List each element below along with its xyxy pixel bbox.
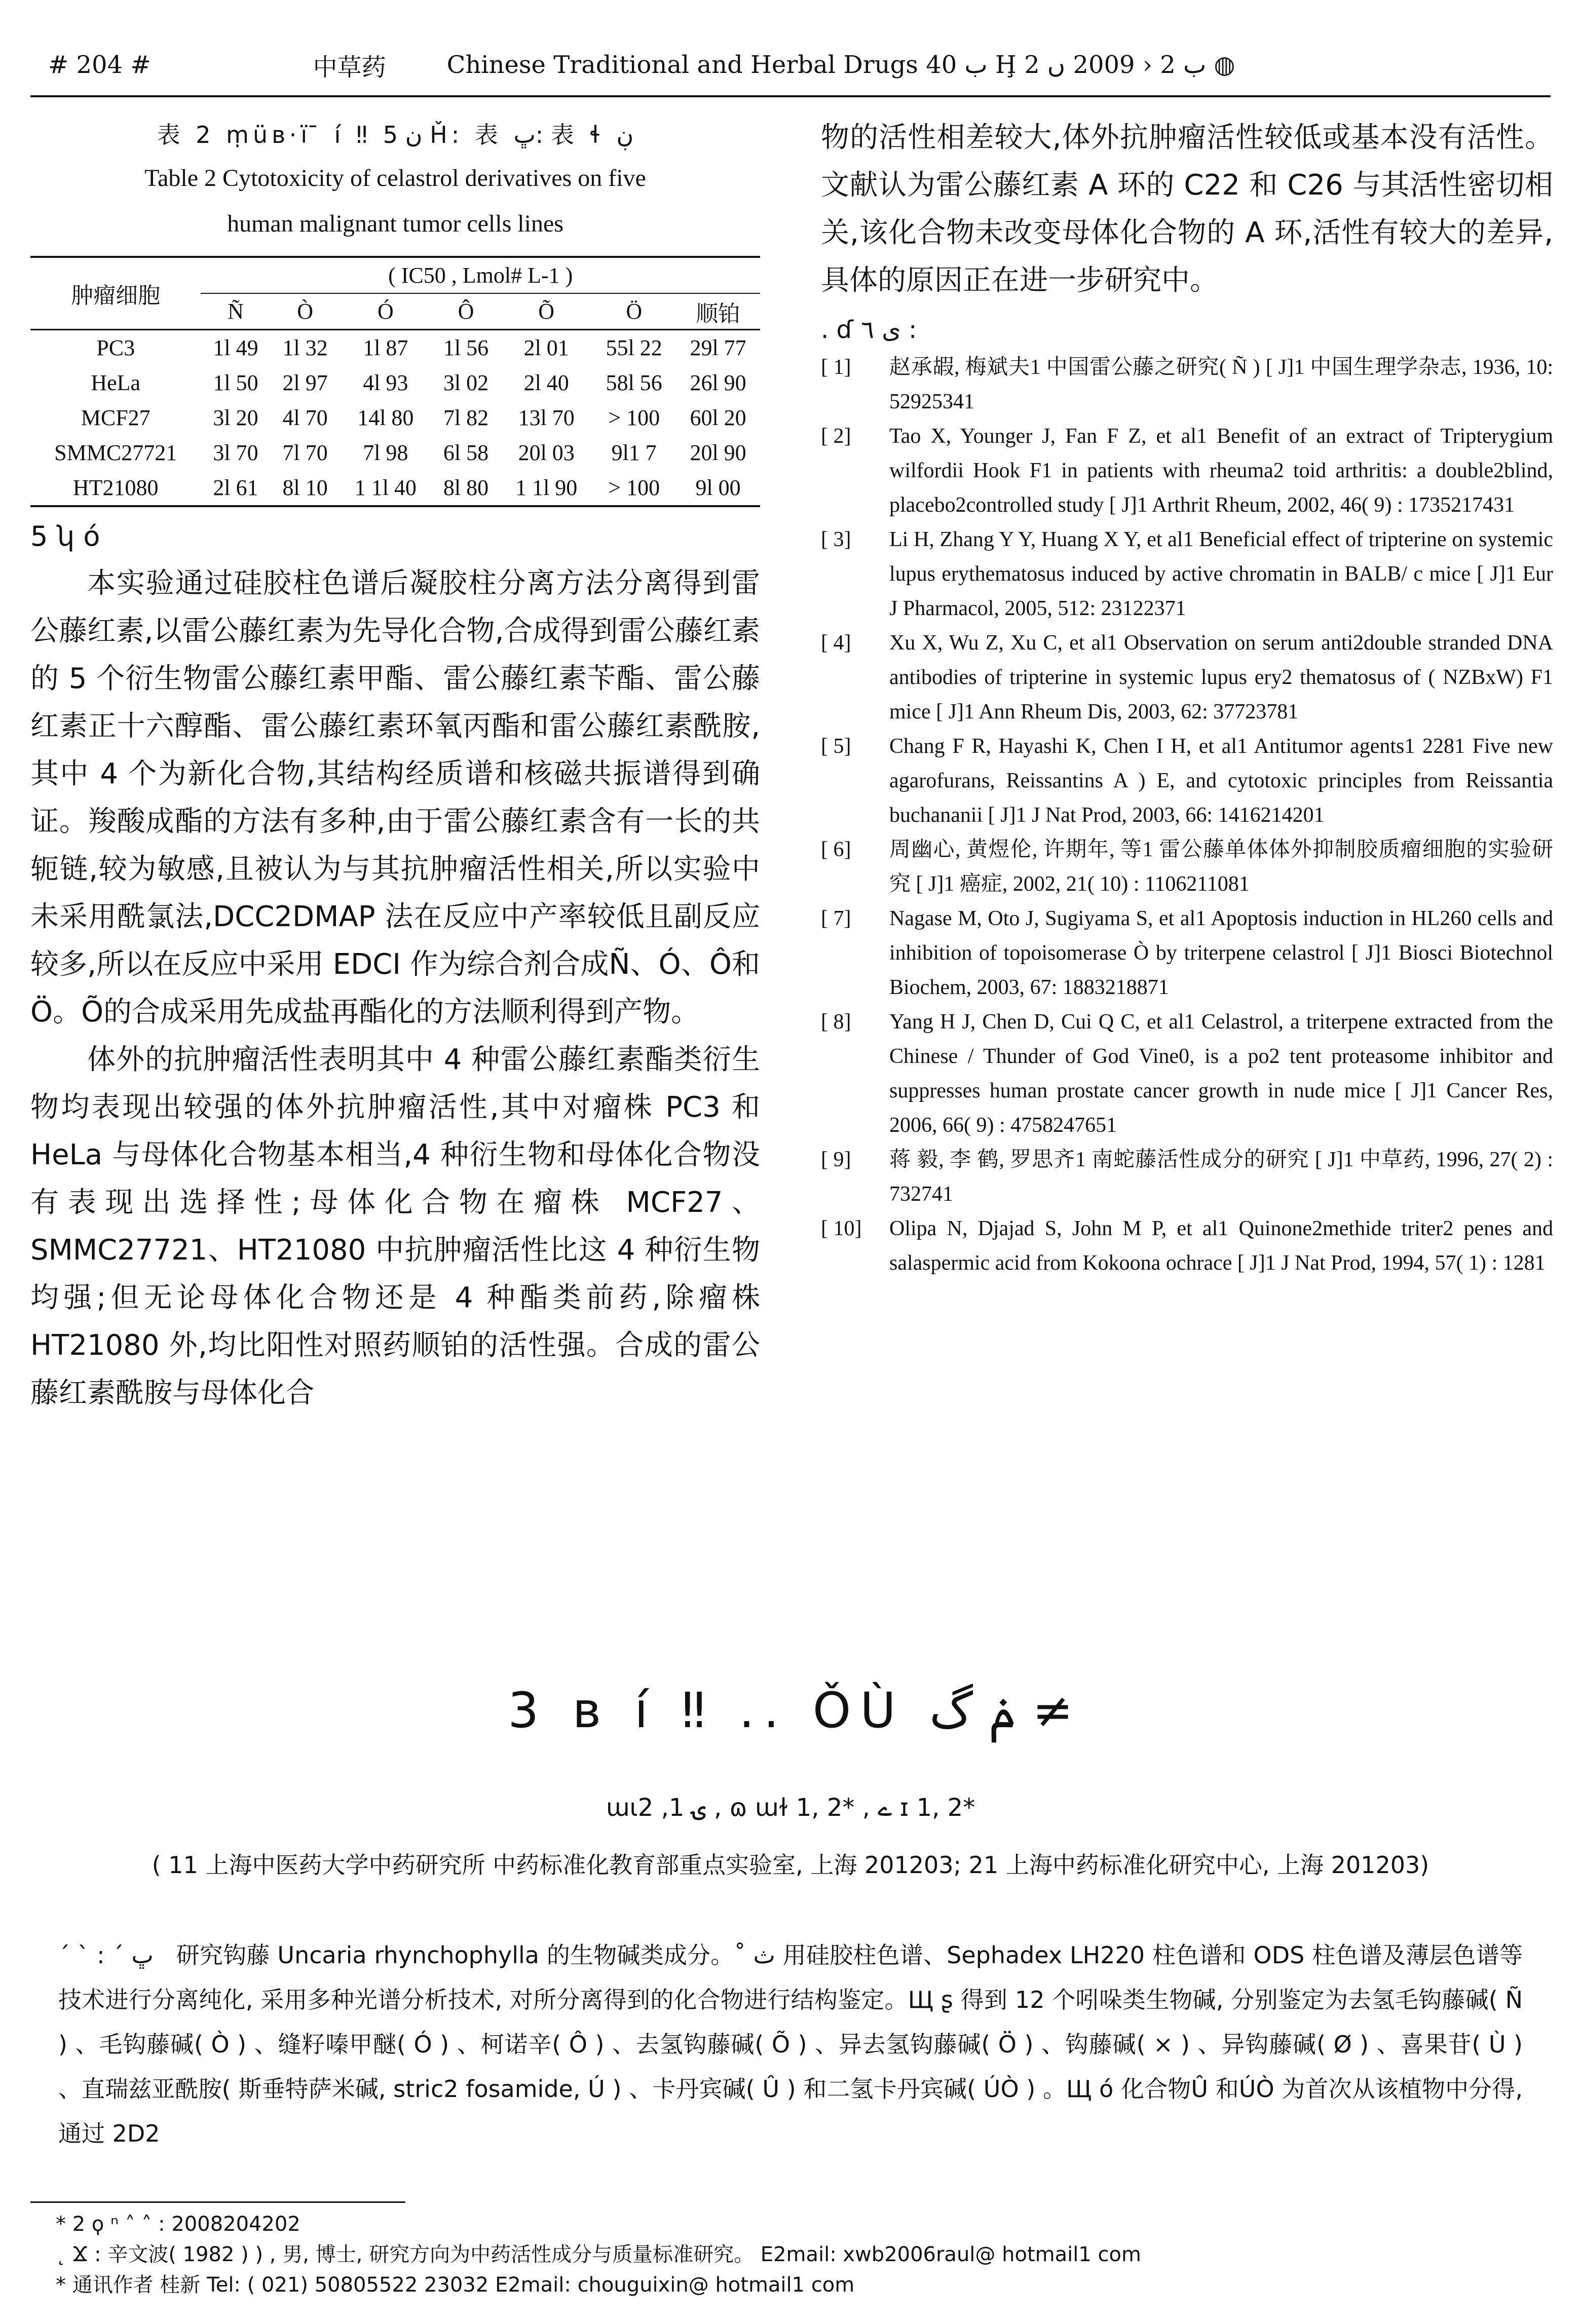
table-cell: 2l 01 [523, 335, 569, 360]
table-cell: 14l 80 [357, 405, 414, 430]
reference-item [821, 350, 1553, 419]
table-cell: 1 1l 90 [501, 470, 592, 506]
table-cell: 26l 90 [690, 370, 746, 395]
column-header: Ô [431, 293, 501, 330]
table-cell: 9l 00 [676, 470, 760, 506]
reference-text: Xu X, Wu Z, Xu C, et al1 Observation on serum anti2double stranded DNA antibodies of tripterine in systemic lupus ery2 thematosus of ( NZBxW) F1 mice [ J]1 Ann Rheum Dis, 2003, 62: 37723781 [889, 631, 1553, 723]
column-header: Õ [501, 293, 592, 330]
reference-text: Li H, Zhang Y Y, Huang X Y, et al1 Beneficial effect of tripterine on systemic lupus erythematosus induced by active chromatin in BALB/ c mice [ J]1 Eur J Pharmacol, 2005, 512: 23122371 [889, 528, 1553, 620]
reference-number: [ 8] [821, 1010, 851, 1034]
reference-item [821, 729, 1553, 832]
table-row [30, 435, 760, 470]
reference-text: Nagase M, Oto J, Sugiyama S, et al1 Apoptosis induction in HL260 cells and inhibition of topoisomerase Ò by triterpene celastrol [ J]1 Biosci Biotechnol Biochem, 2003, 67: 1883218871 [889, 907, 1553, 999]
reference-item [821, 1005, 1553, 1142]
table-cell: 3l 70 [213, 440, 258, 465]
table-row [30, 470, 760, 506]
left-column [30, 114, 760, 1417]
reference-item [821, 1142, 1553, 1211]
abstract-text: 研究钩藤 Uncaria rhynchophylla 的生物碱类成分。˚ ث 用硅胶柱色谱、Sephadex LH220 柱色谱和 ODS 柱色谱及薄层色谱等技术进行分离纯化, 采用多种光谱分析技术, 对所分离得到的化合物进行结构鉴定。Щ ʂ 得到 12 个吲哚类生物碱, 分别鉴定为去氢毛钩藤碱( Ñ ) 、毛钩藤碱( Ò ) 、缝籽嗪甲醚( Ó ) 、柯诺辛( Ô ) 、去氢钩藤碱( Õ ) 、异去氢钩藤碱( Ö ) 、钩藤碱( × ) 、异钩藤碱( Ø ) 、喜果苷( Ù ) 、直瑞兹亚酰胺( 斯垂特萨米碱, stric2 fosamide, Ú ) 、卡丹宾碱( Û ) 和二氢卡丹宾碱( ÚÒ ) 。Щ ó 化合物Û 和ÚÒ 为首次从该植物中分得, 通过 2D2 [58, 1941, 1523, 2147]
column-header: Ó [340, 293, 431, 330]
table-cell: 29l 77 [690, 335, 746, 360]
page-number: # 204 # [48, 51, 151, 79]
table-caption-en [30, 156, 760, 247]
table-cell: 8l 80 [431, 470, 501, 506]
reference-item [821, 901, 1553, 1005]
table-row [30, 400, 760, 435]
table-cell: 20l 90 [690, 440, 746, 465]
journal-name-cn: 中草药 [313, 53, 386, 82]
footnote-received: * 2 ϙ ⁿ ˄ ˄ : 2008204202 [56, 2213, 300, 2236]
table-cell: 7l 70 [282, 440, 328, 465]
table-cell: 1l 49 [213, 335, 258, 360]
reference-item [821, 832, 1553, 901]
table-cell: 1 1l 40 [340, 470, 431, 506]
column-header: Ö [592, 293, 676, 330]
cell-line-name: MCF27 [81, 405, 150, 430]
table-caption-line1: Table 2 Cytotoxicity of celastrol derivatives on five [144, 165, 646, 192]
table-row [30, 330, 760, 366]
table-cell: > 100 [608, 405, 660, 430]
reference-text: 周幽心, 黄煜伦, 许期年, 等1 雷公藤单体体外抑制胶质瘤细胞的实验研究 [ J]1 癌症, 2002, 21( 10) : 1106211081 [889, 838, 1553, 896]
reference-item [821, 419, 1553, 522]
reference-text: Tao X, Younger J, Fan F Z, et al1 Benefit of an extract of Tripterygium wilfordii Hook F1 in patients with rheuma2 toid arthritis: a double2blind, placebo2controlled study [ J]1 Arthrit Rheum, 2002, 46( 9) : 1735217431 [889, 425, 1553, 517]
table-title-cn [30, 114, 760, 156]
table-cell: 2l 97 [282, 370, 328, 395]
reference-number: [ 4] [821, 631, 851, 655]
section-heading-discussion: 5 ʮ ó [30, 520, 100, 552]
table-cell: 1l 32 [282, 335, 328, 360]
table-cell: 7l 98 [363, 440, 408, 465]
table-cell: 60l 20 [690, 405, 746, 430]
column-header: Ò [271, 293, 340, 330]
discussion-paragraph-1: 本实验通过硅胶柱色谱后凝胶柱分离方法分离得到雷公藤红素,以雷公藤红素为先导化合物,合成得到雷公藤红素的 5 个衍生物雷公藤红素甲酯、雷公藤红素苄酯、雷公藤红素正十六醇酯、雷公藤红素环氧丙酯和雷公藤红素酰胺,其中 4 个为新化合物,其结构经质谱和核磁共振谱得到确证。羧酸成酯的方法有多种,由于雷公藤红素含有一长的共轭链,较为敏感,且被认为与其抗肿瘤活性相关,所以实验中未采用酰氯法,DCC2DMAP 法在反应中产率较低且副反应较多,所以在反应中采用 EDCI 作为综合剂合成Ñ、Ó、Ô和Ö。Õ的合成采用先成盐再酯化的方法顺利得到产物。 [30, 567, 760, 1028]
reference-number: [ 1] [821, 356, 851, 379]
reference-text: 蒋 毅, 李 鹤, 罗思齐1 南蛇藤活性成分的研究 [ J]1 中草药, 1996, 27( 2) : 732741 [889, 1148, 1553, 1206]
table-cell: 6l 58 [443, 440, 489, 465]
cytotoxicity-table [30, 256, 760, 507]
table-cell: 1l 87 [363, 335, 408, 360]
table-cell: 20l 03 [518, 440, 575, 465]
reference-number: [ 3] [821, 528, 851, 551]
table-row-header: 肿瘤细胞 [30, 257, 201, 330]
column-header: Ñ [201, 293, 270, 330]
footnotes [56, 2209, 1535, 2300]
article-authors: ɯɩۍ 1, 2 , ɷ ɯɫ 1, 2* , ے ɪ 1, 2* [606, 1794, 975, 1822]
table-cell: 8l 10 [271, 470, 340, 506]
running-head [48, 45, 1535, 85]
table-cell: 1l 50 [213, 370, 258, 395]
reference-number: [ 6] [821, 838, 851, 861]
header-rule [30, 95, 1551, 97]
references-heading: . ɗ ى ٦ : [821, 316, 917, 344]
right-column [821, 114, 1553, 1280]
reference-number: [ 5] [821, 735, 851, 758]
reference-list [821, 350, 1553, 1280]
article-affiliation: ( 11 上海中医药大学中药研究所 中药标准化教育部重点实验室, 上海 201203; 21 上海中药标准化研究中心, 上海 201203) [152, 1851, 1429, 1879]
table-cell: > 100 [592, 470, 676, 506]
table-cell: 2l 40 [523, 370, 569, 395]
table-cell: 4l 93 [363, 370, 408, 395]
reference-text: 赵承嘏, 梅斌夫1 中国雷公藤之研究( Ñ ) [ J]1 中国生理学杂志, 1936, 10: 52925341 [889, 356, 1553, 413]
article-title: 3 ʙ í ‼ .. ǑÙ ݥ گ ≠ [508, 1682, 1073, 1739]
table-cell: 55l 22 [606, 335, 662, 360]
column-header: 顺铂 [676, 293, 760, 330]
table-title-text: 表 2 ṃüʙ·ï ̄ í ‼ ن 5 Ȟ: 表 ڀ: 表 ɬ ڹ [157, 121, 634, 148]
reference-number: [ 7] [821, 907, 851, 930]
journal-info: Chinese Traditional and Herbal Drugs ب 40 Ḩ ب 2 ‹ 2009 ں 2 ◍ [446, 51, 1235, 79]
reference-text: Yang H J, Chen D, Cui Q C, et al1 Celastrol, a triterpene extracted from the Chinese / Thunder of God Vine0, is a po2 tent proteasome inhibitor and suppresses human prostate cancer growth in nude mice [ J]1 Cancer Res, 2006, 66( 9) : 4758247651 [889, 1010, 1553, 1137]
reference-number: [ 9] [821, 1148, 851, 1171]
reference-number: [ 2] [821, 425, 851, 448]
table-cell: 4l 70 [282, 405, 328, 430]
table-cell: 13l 70 [518, 405, 575, 430]
cell-line-name: SMMC27721 [54, 440, 177, 465]
abstract-label: ˊ ˋ : ˊ ڀ [58, 1941, 154, 1969]
cell-line-name: HeLa [91, 370, 141, 395]
table-unit: ( IC50 , Lmol# L-1 ) [201, 257, 760, 293]
reference-item [821, 1211, 1553, 1280]
table-caption-line2: human malignant tumor cells lines [227, 210, 563, 237]
discussion-paragraph-2: 体外的抗肿瘤活性表明其中 4 种雷公藤红素酯类衍生物均表现出较强的体外抗肿瘤活性,其中对瘤株 PC3 和 HeLa 与母体化合物基本相当,4 种衍生物和母体化合物没有表现出选择性;母体化合物在瘤株 MCF27、SMMC27721、HT21080 中抗肿瘤活性比这 4 种衍生物均强;但无论母体化合物还是 4 种酯类前药,除瘤株 HT21080 外,均比阳性对照药顺铂的活性强。合成的雷公藤红素酰胺与母体化合 [30, 1043, 760, 1409]
discussion-continuation: 物的活性相差较大,体外抗肿瘤活性较低或基本没有活性。文献认为雷公藤红素 A 环的 C22 和 C26 与其活性密切相关,该化合物未改变母体化合物的 A 环,活性有较大的差异,具体的原因正在进一步研究中。 [821, 121, 1553, 297]
reference-item [821, 522, 1553, 626]
reference-item [821, 626, 1553, 729]
table-cell: 3l 02 [443, 370, 489, 395]
footnote-author-bio: ˛ Ϫ : 辛文波( 1982 ) ) , 男, 博士, 研究方向为中药活性成分与质量标准研究。 E2mail: xwb2006raul@ hotmail1 com [56, 2243, 1141, 2266]
cell-line-name: HT21080 [30, 470, 201, 506]
reference-number: [ 10] [821, 1217, 862, 1240]
cell-line-name: PC3 [96, 335, 135, 360]
footnote-corresponding: * 通讯作者 桂新 Tel: ( 021) 50805522 23032 E2mail: chouguixin@ hotmail1 com [56, 2273, 855, 2297]
table-cell: 9l1 7 [611, 440, 657, 465]
table-row [30, 365, 760, 400]
article-abstract [58, 1933, 1523, 2156]
reference-text: Olipa N, Djajad S, John M P, et al1 Quinone2methide triter2 penes and salaspermic acid from Kokoona ochrace [ J]1 J Nat Prod, 1994, 57( 1) : 1281 [889, 1217, 1553, 1275]
table-cell: 2l 61 [201, 470, 270, 506]
table-cell: 1l 56 [443, 335, 489, 360]
table-cell: 3l 20 [213, 405, 258, 430]
footnote-rule [30, 2201, 405, 2203]
reference-text: Chang F R, Hayashi K, Chen I H, et al1 Antitumor agents1 2281 Five new agarofurans, Reissantins A ) E, and cytotoxic principles from Reissantia buchananii [ J]1 J Nat Prod, 2003, 66: 1416214201 [889, 735, 1553, 827]
table-cell: 58l 56 [606, 370, 662, 395]
table-cell: 7l 82 [443, 405, 489, 430]
